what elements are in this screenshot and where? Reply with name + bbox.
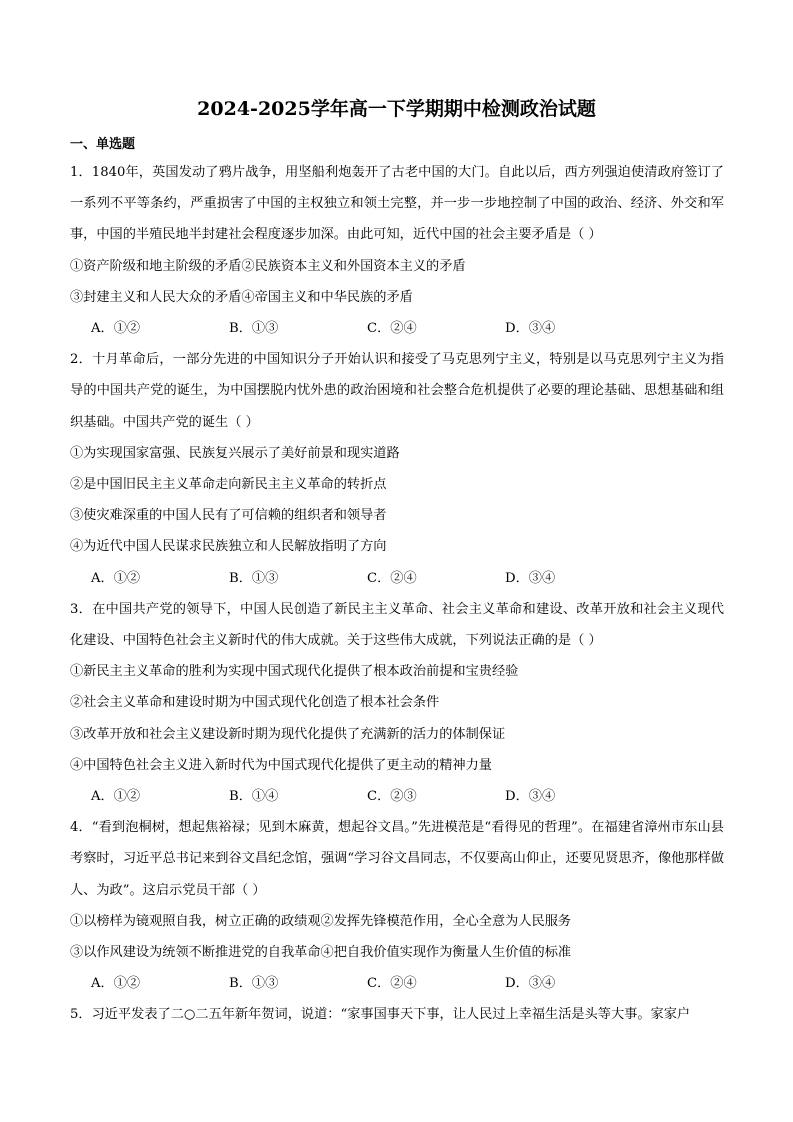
choice-b: B．①③ bbox=[229, 976, 279, 992]
option-line: ②是中国旧民主主义革命走向新民主主义革命的转折点 bbox=[70, 477, 387, 493]
choice-a: A．①② bbox=[91, 789, 141, 805]
option-line: ③封建主义和人民大众的矛盾④帝国主义和中华民族的矛盾 bbox=[70, 289, 413, 305]
choice-c: C．②③ bbox=[367, 789, 417, 805]
page-bottom bbox=[0, 1090, 793, 1091]
choice-a: A．①② bbox=[91, 976, 141, 992]
question-stem: 2．十月革命后，一部分先进的中国知识分子开始认识和接受了马克思列宁主义，特别是以马克思列宁主义为指导的中国共产党的诞生，为中国摆脱内忧外患的政治困境和社会整合危机提供了必要的理论基础、思想基础和组织基础。中国共产党的诞生（ ） bbox=[70, 352, 724, 430]
question-stem: 1．1840年，英国发动了鸦片战争，用坚船利炮轰开了古老中国的大门。自此以后，西方列强迫使清政府签订了一系列不平等条约，严重损害了中国的主权独立和领土完整，并一步一步地控制了中国的政治、经济、外交和军事，中国的半殖民地半封建社会程度逐步加深。由此可知，近代中国的社会主要矛盾是（ ） bbox=[70, 165, 724, 243]
option-line: ④中国特色社会主义进入新时代为中国式现代化提供了更主动的精神力量 bbox=[70, 757, 492, 773]
answer-choices bbox=[70, 563, 724, 594]
choice-c: C．②④ bbox=[367, 570, 417, 586]
answer-choices bbox=[70, 313, 724, 344]
choice-b: B．①③ bbox=[229, 570, 279, 586]
choice-d: D．③④ bbox=[505, 570, 556, 586]
question-stem: 3．在中国共产党的领导下，中国人民创造了新民主主义革命、社会主义革命和建设、改革开放和社会主义现代化建设、中国特色社会主义新时代的伟大成就。关于这些伟大成就，下列说法正确的是（ ） bbox=[70, 601, 724, 649]
question-1 bbox=[70, 157, 724, 344]
choice-d: D．③④ bbox=[505, 789, 556, 805]
question-4 bbox=[70, 812, 724, 999]
choice-c: C．②④ bbox=[367, 976, 417, 992]
choice-a: A．①② bbox=[91, 321, 141, 337]
question-3 bbox=[70, 594, 724, 812]
choice-b: B．①④ bbox=[229, 789, 279, 805]
question-stem: 5．习近平发表了二○二五年新年贺词，说道：“家事国事天下事，让人民过上幸福生活是头等大事。家家户 bbox=[70, 1007, 691, 1023]
option-line: ①新民主主义革命的胜利为实现中国式现代化提供了根本政治前提和宝贵经验 bbox=[70, 664, 519, 680]
question-body bbox=[70, 157, 724, 1031]
option-line: ③以作风建设为统领不断推进党的自我革命④把自我价值实现作为衡量人生价值的标准 bbox=[70, 945, 572, 961]
choice-a: A．①② bbox=[91, 570, 141, 586]
choice-b: B．①③ bbox=[229, 321, 279, 337]
question-2 bbox=[70, 344, 724, 594]
option-line: ①以榜样为镜观照自我，树立正确的政绩观②发挥先锋模范作用，全心全意为人民服务 bbox=[70, 913, 572, 929]
choice-d: D．③④ bbox=[505, 321, 556, 337]
answer-choices bbox=[70, 781, 724, 812]
question-5 bbox=[70, 999, 724, 1030]
question-stem: 4．“看到泡桐树，想起焦裕禄；见到木麻黄，想起谷文昌。”先进模范是“看得见的哲理”。在福建省漳州市东山县考察时，习近平总书记来到谷文昌纪念馆，强调“学习谷文昌同志，不仅要高山仰止，还要见贤思齐，像他那样做人、为政”。这启示党员干部（ ） bbox=[70, 820, 724, 898]
option-line: ①为实现国家富强、民族复兴展示了美好前景和现实道路 bbox=[70, 445, 400, 461]
choice-d: D．③④ bbox=[505, 976, 556, 992]
choice-c: C．②④ bbox=[367, 321, 417, 337]
document-title: 2024-2025学年高一下学期期中检测政治试题 bbox=[197, 98, 596, 120]
option-line: ①资产阶级和地主阶级的矛盾②民族资本主义和外国资本主义的矛盾 bbox=[70, 258, 466, 274]
section-heading: 一、单选题 bbox=[70, 137, 136, 152]
option-line: ③使灾难深重的中国人民有了可信赖的组织者和领导者 bbox=[70, 508, 387, 524]
option-line: ②社会主义革命和建设时期为中国式现代化创造了根本社会条件 bbox=[70, 695, 440, 711]
option-line: ④为近代中国人民谋求民族独立和人民解放指明了方向 bbox=[70, 539, 387, 555]
answer-choices bbox=[70, 968, 724, 999]
option-line: ③改革开放和社会主义建设新时期为现代化提供了充满新的活力的体制保证 bbox=[70, 726, 506, 742]
